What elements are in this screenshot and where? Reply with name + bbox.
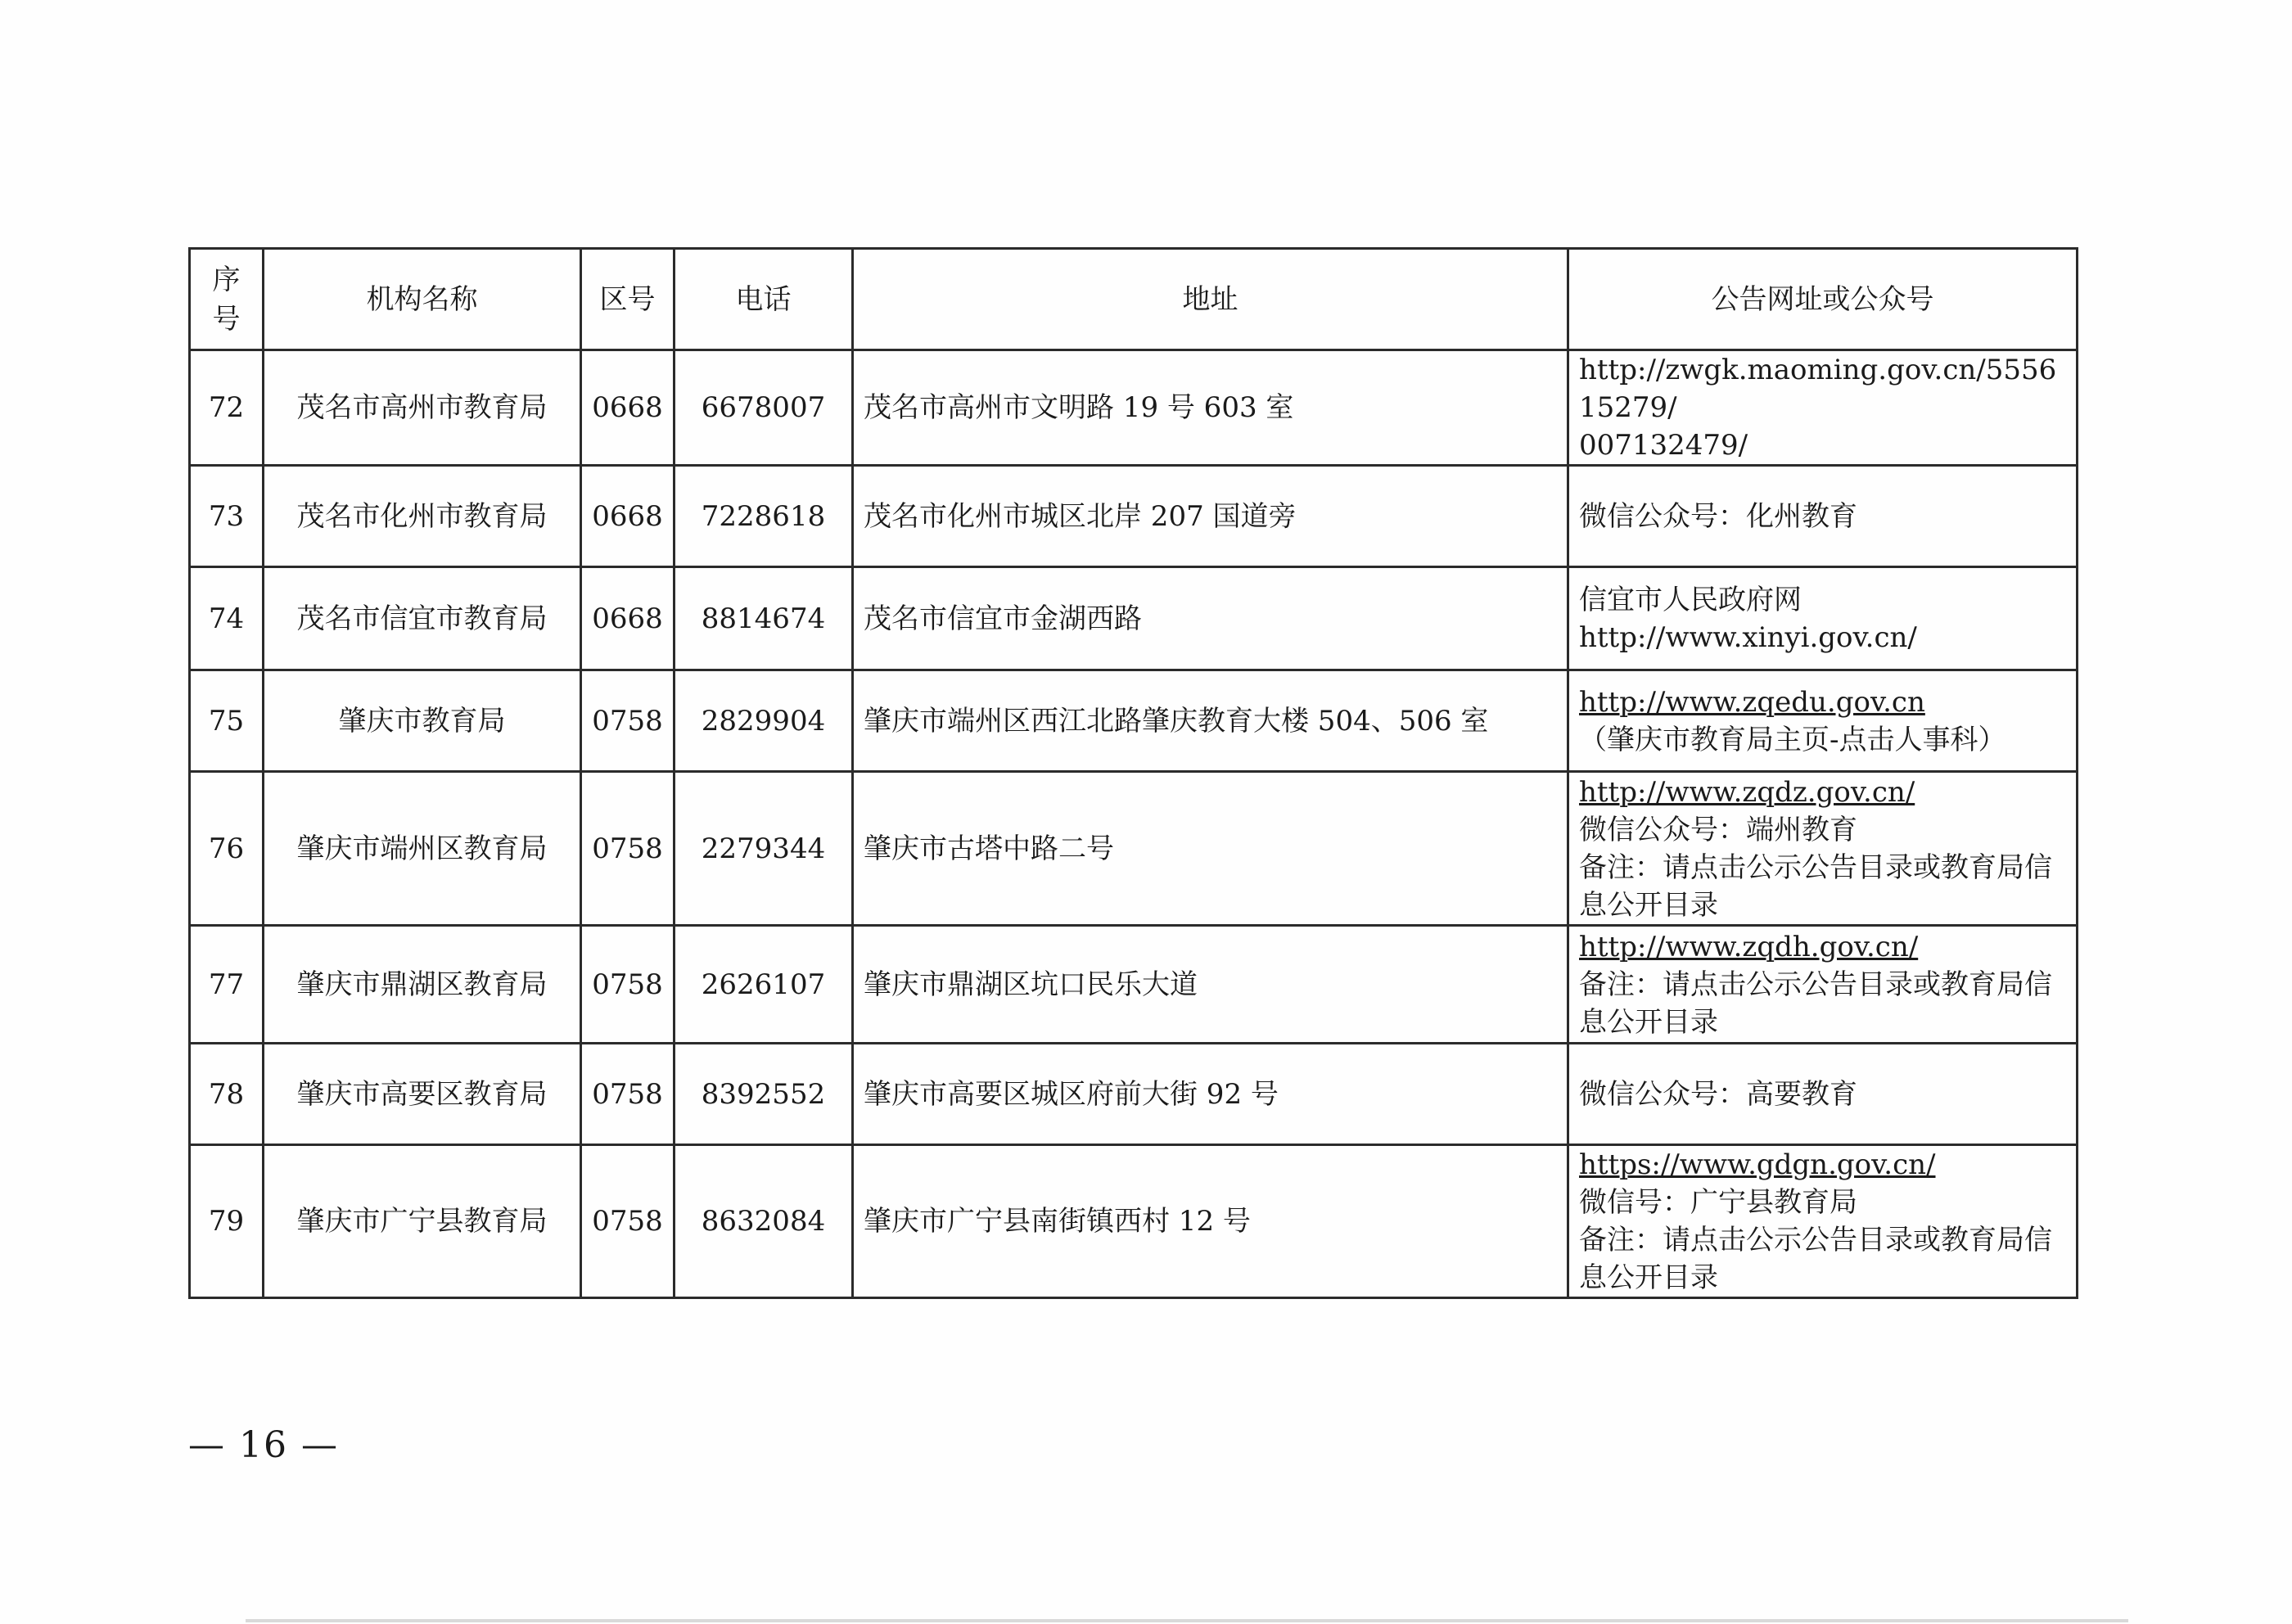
row-area-code: 0668 (581, 466, 675, 567)
row-seq: 75 (190, 670, 264, 772)
row-phone: 2829904 (675, 670, 853, 772)
table-row (190, 1044, 2078, 1145)
row-notice (1568, 926, 2078, 1044)
row-phone: 6678007 (675, 350, 853, 466)
notice-line: 备注：请点击公示公告目录或教育局信 (1579, 850, 2052, 884)
row-area-code: 0758 (581, 670, 675, 772)
row-notice (1568, 1044, 2078, 1145)
row-notice (1568, 350, 2078, 466)
bureau-table (188, 247, 2078, 1299)
row-address: 肇庆市古塔中路二号 (853, 772, 1568, 926)
row-name: 肇庆市鼎湖区教育局 (264, 926, 581, 1044)
row-address: 肇庆市鼎湖区坑口民乐大道 (853, 926, 1568, 1044)
row-area-code: 0668 (581, 350, 675, 466)
header-phone: 电话 (675, 249, 853, 350)
table-header-row (190, 249, 2078, 350)
notice-line: 信宜市人民政府网 (1579, 583, 1802, 616)
row-area-code: 0668 (581, 567, 675, 670)
row-seq: 78 (190, 1044, 264, 1145)
row-notice (1568, 670, 2078, 772)
row-area-code: 0758 (581, 1145, 675, 1298)
page-number: — 16 — (188, 1424, 339, 1466)
notice-link[interactable]: http://www.zqdh.gov.cn/ (1579, 930, 1919, 963)
row-seq: 74 (190, 567, 264, 670)
notice-link[interactable]: http://www.zqdz.gov.cn/ (1579, 775, 1915, 809)
row-address: 茂名市信宜市金湖西路 (853, 567, 1568, 670)
notice-line: 微信公众号：高要教育 (1579, 1077, 1857, 1111)
row-notice (1568, 466, 2078, 567)
table-body (190, 350, 2078, 1298)
row-name: 肇庆市端州区教育局 (264, 772, 581, 926)
notice-line: 息公开目录 (1579, 1005, 1718, 1039)
notice-link[interactable]: https://www.gdgn.gov.cn/ (1579, 1148, 1936, 1181)
scan-edge-line (246, 1619, 2128, 1622)
row-address: 茂名市化州市城区北岸 207 国道旁 (853, 466, 1568, 567)
header-notice: 公告网址或公众号 (1568, 249, 2078, 350)
table-row (190, 350, 2078, 466)
row-name: 茂名市信宜市教育局 (264, 567, 581, 670)
notice-line: 007132479/ (1579, 429, 1748, 462)
notice-line: 息公开目录 (1579, 1261, 1718, 1294)
notice-url[interactable]: http://zwgk.maoming.gov.cn/555615279/ (1579, 354, 2057, 424)
row-name: 茂名市化州市教育局 (264, 466, 581, 567)
notice-line: 息公开目录 (1579, 888, 1718, 922)
notice-line: 备注：请点击公示公告目录或教育局信 (1579, 1224, 2052, 1256)
row-seq: 76 (190, 772, 264, 926)
notice-line: 备注：请点击公示公告目录或教育局信 (1579, 968, 2052, 1001)
row-notice (1568, 772, 2078, 926)
row-phone: 7228618 (675, 466, 853, 567)
row-address: 茂名市高州市文明路 19 号 603 室 (853, 350, 1568, 466)
row-notice (1568, 567, 2078, 670)
header-address: 地址 (853, 249, 1568, 350)
row-seq: 77 (190, 926, 264, 1044)
notice-line: 微信号：广宁县教育局 (1579, 1186, 1857, 1219)
table-row (190, 567, 2078, 670)
row-seq: 79 (190, 1145, 264, 1298)
row-area-code: 0758 (581, 1044, 675, 1145)
table-row (190, 1145, 2078, 1298)
table-row (190, 772, 2078, 926)
notice-url[interactable]: http://www.xinyi.gov.cn/ (1579, 620, 1917, 654)
row-phone: 8814674 (675, 567, 853, 670)
row-phone: 8392552 (675, 1044, 853, 1145)
table-row (190, 466, 2078, 567)
row-phone: 2626107 (675, 926, 853, 1044)
row-address: 肇庆市端州区西江北路肇庆教育大楼 504、506 室 (853, 670, 1568, 772)
notice-link[interactable]: http://www.zqedu.gov.cn (1579, 685, 1925, 719)
table-row (190, 670, 2078, 772)
row-seq: 72 (190, 350, 264, 466)
notice-line: 微信公众号：化州教育 (1579, 499, 1857, 533)
header-name: 机构名称 (264, 249, 581, 350)
row-name: 肇庆市高要区教育局 (264, 1044, 581, 1145)
notice-line: 微信公众号：端州教育 (1579, 813, 1857, 846)
row-notice (1568, 1145, 2078, 1298)
row-area-code: 0758 (581, 772, 675, 926)
row-name: 肇庆市教育局 (264, 670, 581, 772)
header-seq-top: 序 (212, 263, 241, 296)
row-phone: 8632084 (675, 1145, 853, 1298)
header-seq (190, 249, 264, 350)
row-name: 茂名市高州市教育局 (264, 350, 581, 466)
row-phone: 2279344 (675, 772, 853, 926)
row-area-code: 0758 (581, 926, 675, 1044)
header-code: 区号 (581, 249, 675, 350)
row-name: 肇庆市广宁县教育局 (264, 1145, 581, 1298)
row-address: 肇庆市广宁县南街镇西村 12 号 (853, 1145, 1568, 1298)
table-row (190, 926, 2078, 1044)
row-address: 肇庆市高要区城区府前大街 92 号 (853, 1044, 1568, 1145)
notice-line: （肇庆市教育局主页-点击人事科） (1579, 723, 2006, 756)
header-seq-bottom: 号 (212, 302, 241, 336)
row-seq: 73 (190, 466, 264, 567)
